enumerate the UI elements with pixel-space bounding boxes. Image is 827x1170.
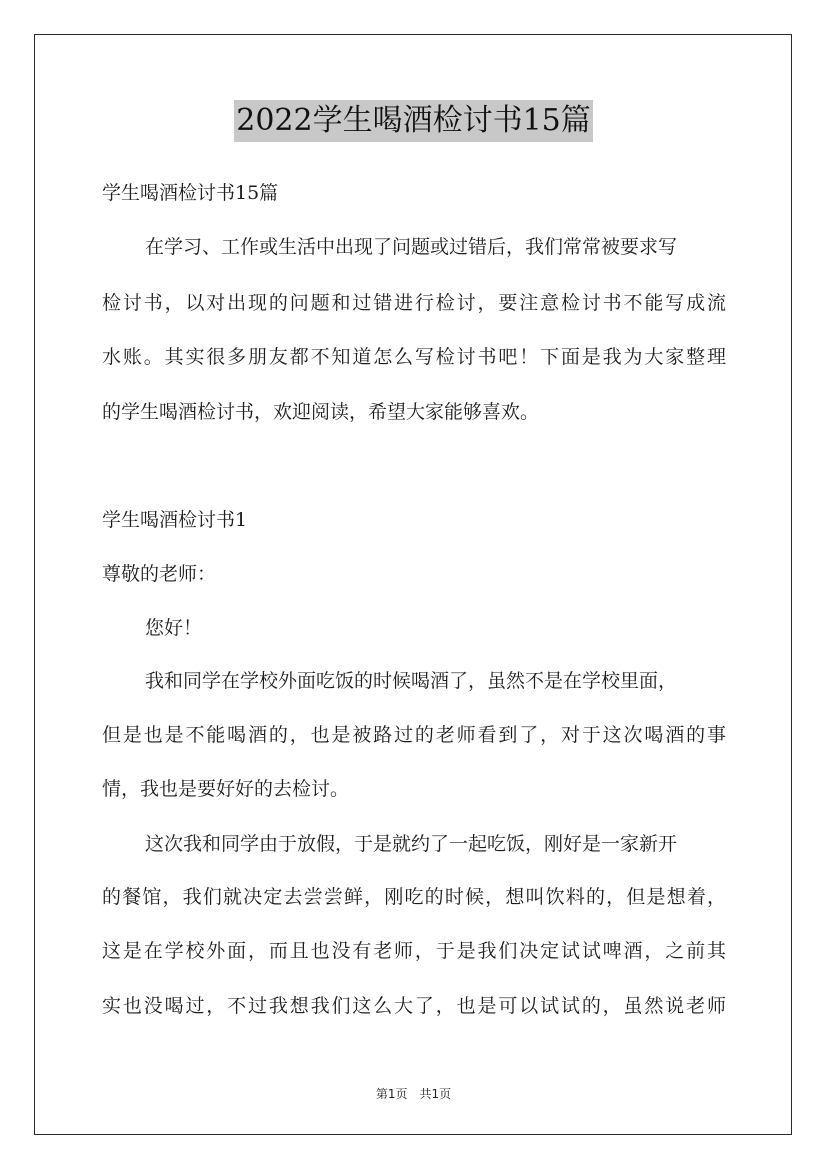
paragraph2-line-3: 这是在学校外面，而且也没有老师，于是我们决定试试啤酒，之前其	[102, 940, 726, 962]
salutation: 尊敬的老师：	[102, 563, 217, 585]
title-container	[0, 100, 827, 142]
intro-line-3: 水账。其实很多朋友都不知道怎么写检讨书吧！下面是我为大家整理	[102, 346, 726, 368]
intro-line-2: 检讨书，以对出现的问题和过错进行检讨，要注意检讨书不能写成流	[102, 292, 726, 314]
paragraph2-line-2: 的餐馆，我们就决定去尝尝鲜，刚吃的时候，想叫饮料的，但是想着，	[102, 886, 726, 908]
intro-line-1: 在学习、工作或生活中出现了问题或过错后，我们常常被要求写	[145, 236, 678, 258]
greeting: 您好！	[145, 617, 203, 639]
section-heading: 学生喝酒检讨书1	[102, 509, 248, 531]
paragraph2-line-1: 这次我和同学由于放假，于是就约了一起吃饭，刚好是一家新开	[145, 833, 678, 855]
paragraph1-line-2: 但是也是不能喝酒的，也是被路过的老师看到了，对于这次喝酒的事	[102, 724, 726, 746]
document-subtitle: 学生喝酒检讨书15篇	[102, 182, 279, 204]
intro-line-4: 的学生喝酒检讨书，欢迎阅读，希望大家能够喜欢。	[102, 401, 540, 423]
paragraph2-line-4: 实也没喝过，不过我想我们这么大了，也是可以试试的，虽然说老师	[102, 995, 726, 1017]
document-title: 2022学生喝酒检讨书15篇	[234, 100, 593, 142]
paragraph1-line-1: 我和同学在学校外面吃饭的时候喝酒了，虽然不是在学校里面，	[145, 670, 678, 692]
page-number: 第1页	[375, 1087, 408, 1101]
paragraph1-line-3: 情，我也是要好好的去检讨。	[102, 778, 350, 800]
page-total: 共1页	[419, 1087, 452, 1101]
page-footer	[0, 1085, 827, 1102]
